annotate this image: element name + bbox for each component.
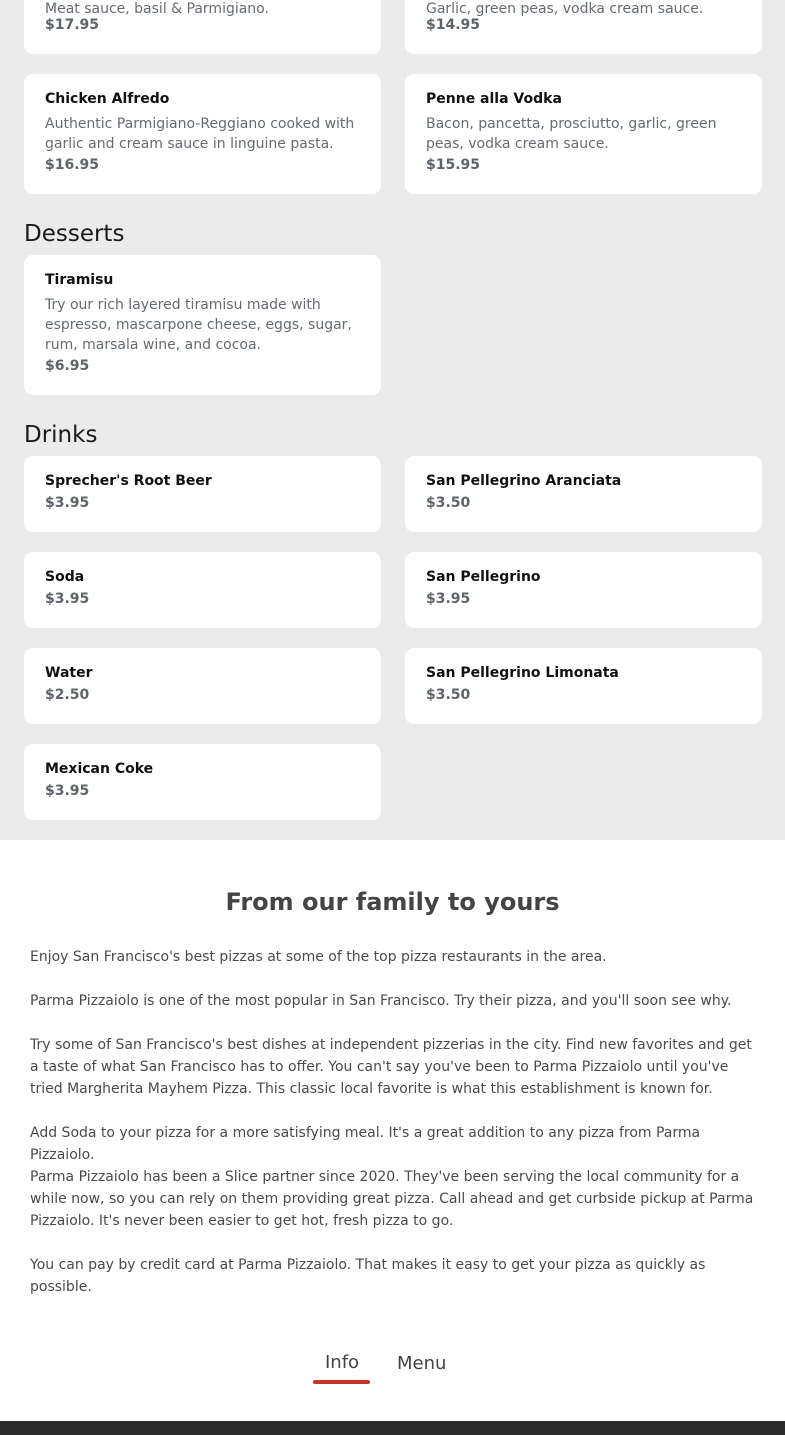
- item-name: San Pellegrino Aranciata: [426, 473, 622, 489]
- item-description: Try our rich layered tiramisu made with espresso, mascarpone cheese, eggs, sugar, rum, marsala wine, and cocoa.: [45, 297, 352, 353]
- item-name: Sprecher's Root Beer: [45, 473, 212, 489]
- menu-item-card[interactable]: [24, 648, 381, 724]
- item-name: Penne alla Vodka: [426, 91, 562, 107]
- about-paragraph: Parma Pizzaiolo has been a Slice partner since 2020. They've been serving the local community for a while now, so you can rely on them providing great pizza. Call ahead and get curbside pickup at Parma Pizzaiolo. It's never been easier to get hot, fresh pizza to go.: [30, 1169, 754, 1229]
- item-description: Meat sauce, basil & Parmigiano.: [45, 1, 269, 17]
- item-price: $6.95: [45, 358, 90, 374]
- menu-item-card[interactable]: [405, 456, 762, 532]
- item-price: $2.50: [45, 687, 90, 703]
- item-price: $17.95: [45, 17, 100, 33]
- active-tab-indicator: [313, 1380, 370, 1384]
- about-paragraph: Enjoy San Francisco's best pizzas at some of the top pizza restaurants in the area.: [30, 949, 607, 965]
- item-name: Tiramisu: [45, 272, 114, 288]
- item-name: San Pellegrino Limonata: [426, 665, 619, 681]
- menu-item-card[interactable]: [405, 74, 762, 194]
- section-title-desserts: Desserts: [24, 221, 125, 247]
- about-paragraph: You can pay by credit card at Parma Pizzaiolo. That makes it easy to get your pizza as quickly as possible.: [30, 1257, 706, 1295]
- about-title: From our family to yours: [225, 888, 560, 916]
- item-price: $3.95: [45, 495, 90, 511]
- menu-item-card[interactable]: [24, 74, 381, 194]
- menu-item-card[interactable]: [24, 456, 381, 532]
- menu-item-card[interactable]: [24, 255, 381, 395]
- item-price: $3.95: [426, 591, 471, 607]
- item-price: $3.95: [45, 783, 90, 799]
- menu-item-card[interactable]: [405, 648, 762, 724]
- tab-menu[interactable]: Menu: [397, 1353, 447, 1374]
- about-paragraph: Add Soda to your pizza for a more satisfying meal. It's a great addition to any pizza from Parma Pizzaiolo.: [30, 1125, 701, 1163]
- menu-item-card[interactable]: [405, 0, 762, 54]
- item-name: San Pellegrino: [426, 569, 541, 585]
- item-price: $14.95: [426, 17, 481, 33]
- item-price: $3.50: [426, 687, 471, 703]
- item-name: Mexican Coke: [45, 761, 154, 777]
- item-name: Chicken Alfredo: [45, 91, 170, 107]
- item-price: $3.50: [426, 495, 471, 511]
- item-price: $3.95: [45, 591, 90, 607]
- footer-bar: [0, 1421, 785, 1435]
- about-paragraph: Parma Pizzaiolo is one of the most popular in San Francisco. Try their pizza, and you'll soon see why.: [30, 993, 732, 1009]
- menu-item-card[interactable]: [24, 744, 381, 820]
- tab-info[interactable]: Info: [325, 1352, 360, 1373]
- item-price: $16.95: [45, 157, 100, 173]
- menu-item-card[interactable]: [405, 552, 762, 628]
- item-name: Water: [45, 665, 93, 681]
- item-name: Soda: [45, 569, 85, 585]
- item-price: $15.95: [426, 157, 481, 173]
- menu-item-card[interactable]: [24, 552, 381, 628]
- item-description: Garlic, green peas, vodka cream sauce.: [426, 1, 704, 17]
- about-paragraph: Try some of San Francisco's best dishes at independent pizzerias in the city. Find new favorites and get a taste of what San Francisco has to offer. You can't say you've been to Parma Pizzaiolo until you've tried Margherita Mayhem Pizza. This classic local favorite is what this establishment is known for.: [30, 1037, 752, 1097]
- item-description: Bacon, pancetta, prosciutto, garlic, green peas, vodka cream sauce.: [426, 116, 717, 152]
- menu-item-card[interactable]: [24, 0, 381, 54]
- item-description: Authentic Parmigiano-Reggiano cooked with garlic and cream sauce in linguine pasta.: [45, 116, 355, 152]
- section-title-drinks: Drinks: [24, 422, 98, 448]
- about-section: [0, 840, 785, 1421]
